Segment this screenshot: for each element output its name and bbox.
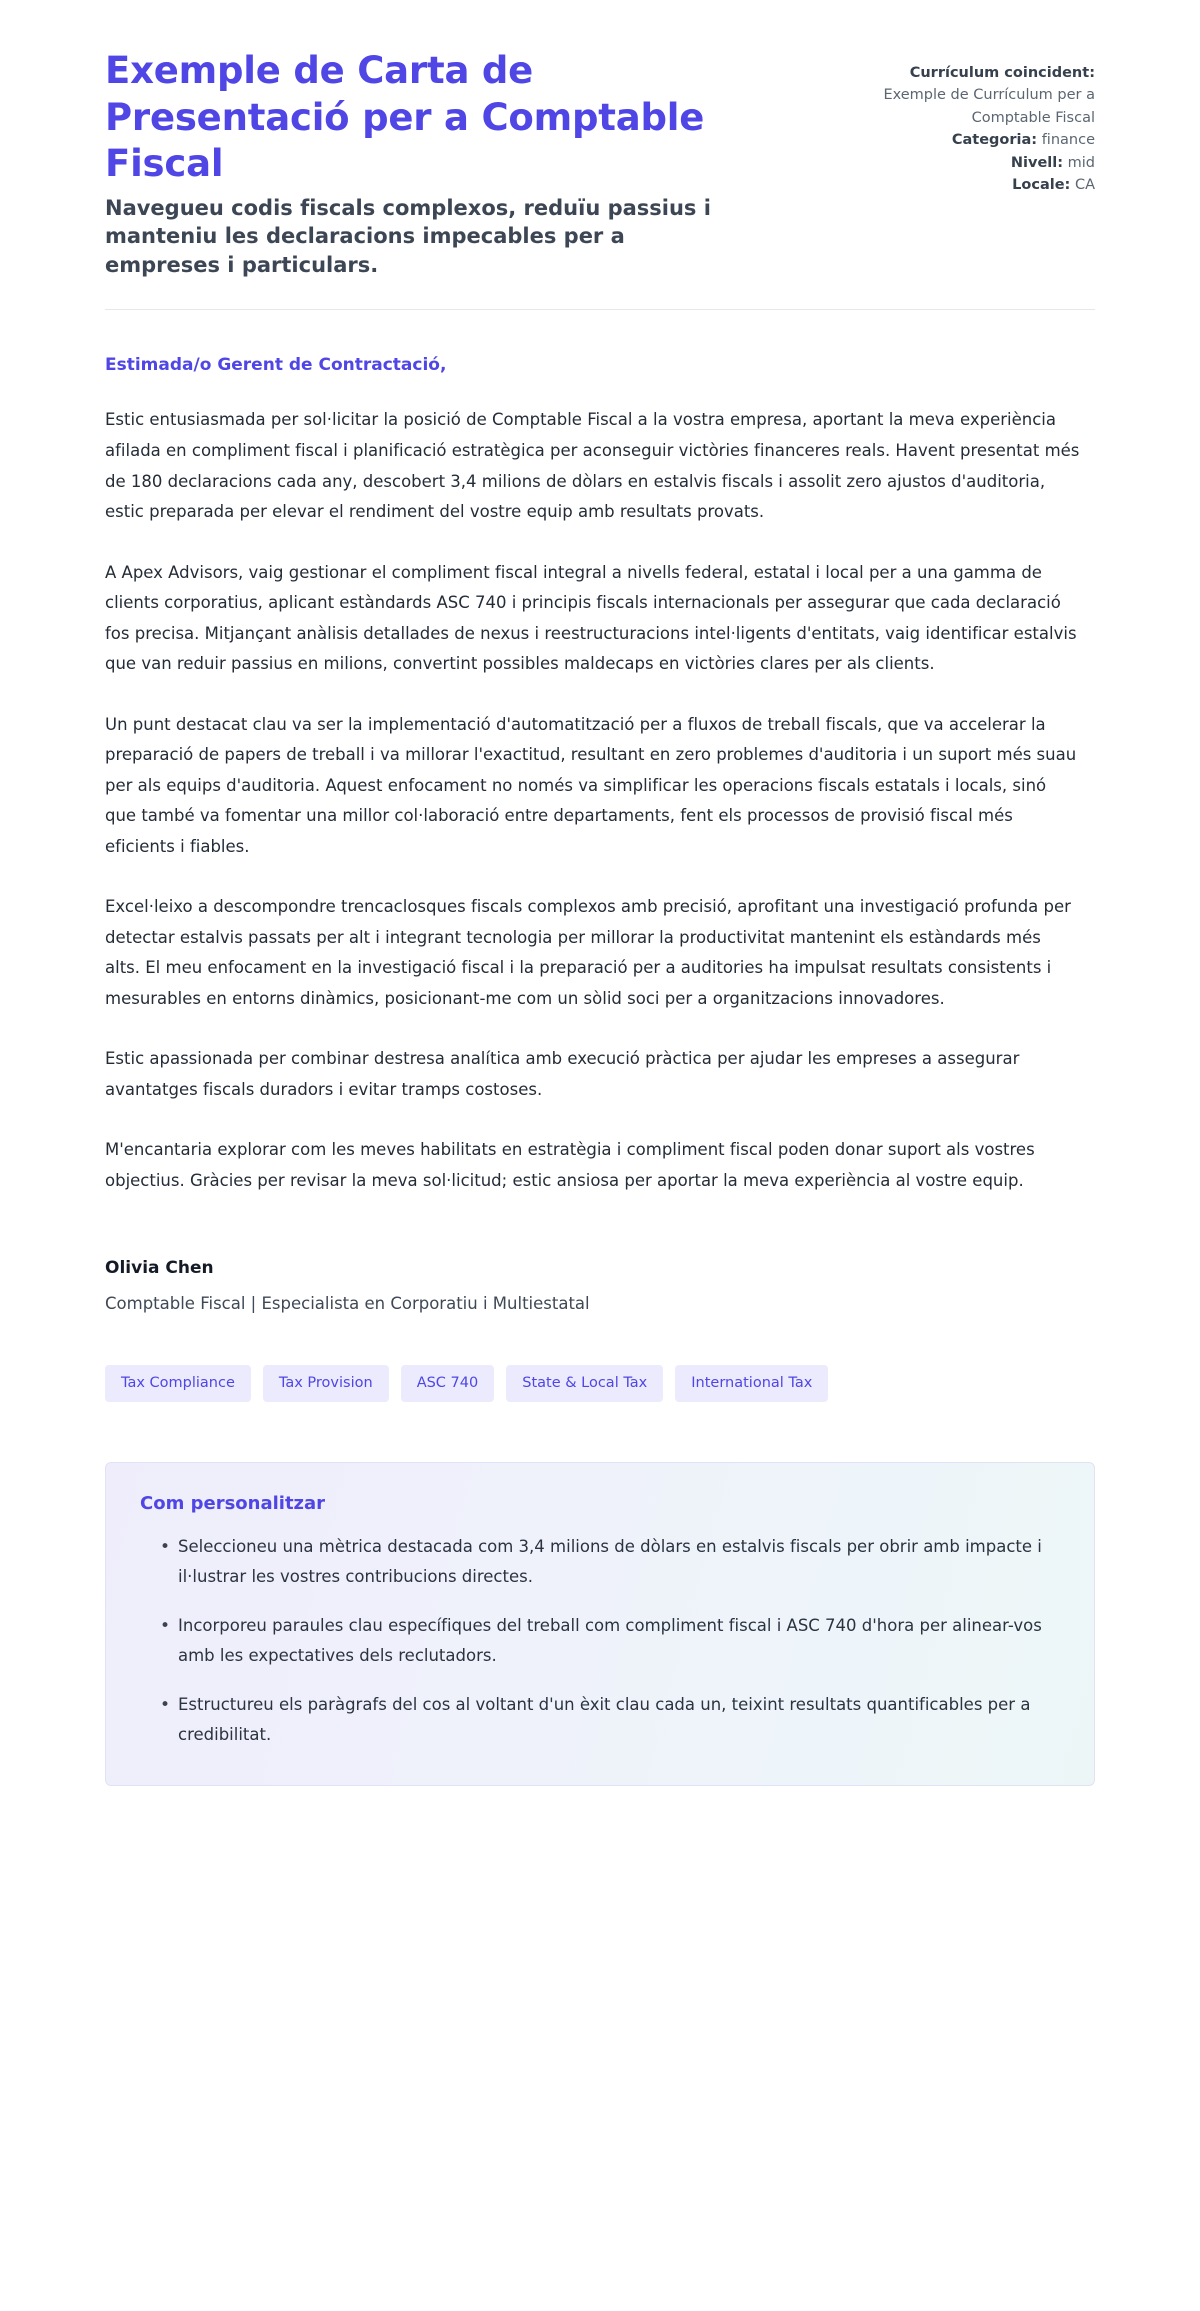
document-header [105, 0, 1095, 279]
page-title: Exemple de Carta de Presentació per a Comptable Fiscal [105, 49, 705, 186]
meta-category [835, 129, 1095, 151]
skill-tag[interactable]: State & Local Tax [506, 1365, 663, 1402]
meta-category-label: Categoria: [951, 132, 1038, 149]
letter-paragraph: Estic entusiasmada per sol·licitar la posició de Comptable Fiscal a la vostra empresa, aportant la meva experiència afilada en compliment fiscal i planificació estratègica per aconseguir victòries financeres reals. Havent presentat més de 180 declaracions cada any, descobert 3,4 milions de dòlars en estalvis fiscals i assolit zero ajustos d'auditoria, estic preparada per elevar el rendiment del vostre equip amb resultats provats. [105, 410, 1080, 522]
letter-paragraph: A Apex Advisors, vaig gestionar el compliment fiscal integral a nivells federal, estatal i local per a una gamma de clients corporatius, aplicant estàndards ASC 740 i principis fiscals internacionals per assegurar que cada declaració fos precisa. Mitjançant anàlisis detallades de nexus i reestructuracions intel·ligents d'entitats, vaig identificar estalvis que van reduir passius en milions, convertint possibles maldecaps en victòries clares per als clients. [105, 562, 1077, 674]
meta-matching-resume-label: Currículum coincident: [909, 65, 1095, 81]
letter-paragraph: Estic apassionada per combinar destresa analítica amb execució pràctica per ajudar les empreses a assegurar avantatges fiscals duradors i evitar tramps costoses. [105, 1049, 1020, 1099]
meta-matching-resume [835, 62, 1095, 129]
letter-paragraph: Excel·leixo a descompondre trencaclosques fiscals complexos amb precisió, aprofitant una investigació profunda per detectar estalvis passats per alt i integrant tecnologia per millorar la productivitat mantenint els estàndards més alts. El meu enfocament en la investigació fiscal i la preparació per a auditories ha impulsat resultats consistents i mesurables en entorns dinàmics, posicionant-me com un sòlid soci per a organitzacions innovadores. [105, 897, 1071, 1008]
header-title-block [105, 48, 745, 279]
signature-name: Olivia Chen [105, 1258, 214, 1279]
callout-tip-item: • Estructureu els paràgrafs del cos al voltant d'un èxit clau cada un, teixint resultats quantificables per a credibilitat. [162, 1690, 1060, 1751]
meta-locale-label: Locale: [1012, 177, 1071, 194]
meta-category-value: finance [1041, 132, 1095, 149]
meta-locale [835, 174, 1095, 196]
cover-letter-body [105, 310, 1095, 1196]
meta-locale-value: CA [1074, 177, 1095, 194]
letter-paragraph: Un punt destacat clau va ser la implementació d'automatització per a fluxos de treball fiscals, que va accelerar la preparació de papers de treball i va millorar l'exactitud, resultant en zero problemes d'auditoria i un suport més suau per als equips d'auditoria. Aquest enfocament no només va simplificar les operacions fiscals estatals i locals, sinó que també va fomentar una millor col·laboració entre departaments, fent els processos de provisió fiscal més eficients i fiables. [105, 714, 1077, 856]
page-subtitle: Navegueu codis fiscals complexos, reduïu passius i manteniu les declaracions impecables per a empreses i particulars. [105, 195, 711, 277]
customization-callout [105, 1462, 1095, 1786]
signature-role: Comptable Fiscal | Especialista en Corporatiu i Multiestatal [105, 1294, 590, 1314]
skill-tag[interactable]: Tax Provision [263, 1365, 389, 1402]
page-bottom-spacer [105, 1786, 1095, 1856]
skill-tag-list [105, 1313, 1095, 1402]
skill-tag[interactable]: ASC 740 [401, 1365, 495, 1402]
meta-matching-resume-value: Exemple de Currículum per a Comptable Fiscal [883, 87, 1095, 126]
callout-tip-item: • Seleccioneu una mètrica destacada com 3,4 milions de dòlars en estalvis fiscals per obrir amb impacte i il·lustrar les vostres contribucions directes. [162, 1532, 1060, 1593]
document-metadata [835, 48, 1095, 197]
meta-level-label: Nivell: [1010, 154, 1064, 171]
skill-tag[interactable]: Tax Compliance [105, 1365, 251, 1402]
signature-block [105, 1226, 1095, 1313]
letter-paragraph: M'encantaria explorar com les meves habilitats en estratègia i compliment fiscal poden donar suport als vostres objectius. Gràcies per revisar la meva sol·licitud; estic ansiosa per aportar la meva experiència al vostre equip. [105, 1140, 1035, 1190]
meta-level [835, 152, 1095, 174]
callout-tip-list [140, 1532, 1060, 1751]
callout-title: Com personalitzar [140, 1492, 326, 1514]
callout-tip-item: • Incorporeu paraules clau específiques del treball com compliment fiscal i ASC 740 d'hora per alinear-vos amb les expectatives dels reclutadors. [162, 1611, 1060, 1672]
salutation: Estimada/o Gerent de Contractació, [105, 355, 447, 376]
meta-level-value: mid [1067, 154, 1095, 171]
skill-tag[interactable]: International Tax [675, 1365, 828, 1402]
